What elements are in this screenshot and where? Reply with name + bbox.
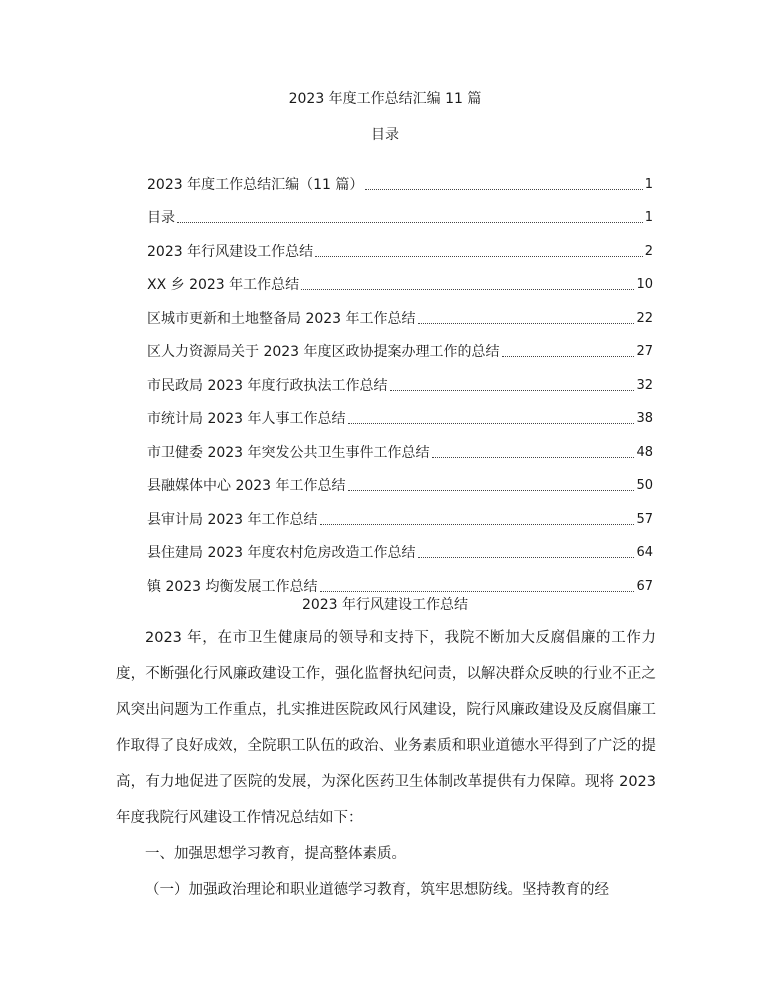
toc-heading: 目录 [371,127,399,143]
toc-entry-page: 10 [636,277,653,292]
body-paragraph: 2023 年，在市卫生健康局的领导和支持下，我院不断加大反腐倡廉的工作力度，不断强化行风廉政建设工作，强化监督执纪问责，以解决群众反映的行业不正之风突出问题为工作重点，扎实推进医院政风行风建设，院行风廉政建设及反腐倡廉工作取得了良好成效，全院职工队伍的政治、业务素质和职业道德水平得到了广泛的提高，有力地促进了医院的发展，为深化医药卫生体制改革提供有力保障。现将 2023 年度我院行风建设工作情况总结如下： [116,630,656,826]
toc-entry-title: 市统计局 2023 年人事工作总结 [147,411,346,427]
toc-leader-dots [315,255,643,257]
toc-entry-page: 2 [644,243,653,259]
toc-entry[interactable] [147,529,653,563]
toc-leader-dots [432,456,635,458]
toc-entry-title: 县审计局 2023 年工作总结 [147,511,318,528]
toc-leader-dots [348,422,635,424]
toc-entry[interactable] [147,428,653,462]
toc-entry[interactable] [147,361,653,395]
toc-entry-title: 县融媒体中心 2023 年工作总结 [147,478,346,494]
toc-leader-dots [418,322,635,324]
toc-entry-title: 目录 [147,210,175,226]
toc-entry[interactable] [147,194,653,228]
toc-entry-title: 镇 2023 均衡发展工作总结 [147,578,318,595]
toc-entry-page: 50 [636,478,653,493]
toc-leader-dots [365,188,642,190]
toc-entry-page: 48 [636,444,653,460]
toc-entry-page: 67 [636,578,653,594]
toc-entry[interactable] [147,227,653,261]
toc-entry-title: 区人力资源局关于 2023 年度区政协提案办理工作的总结 [147,344,500,360]
toc-entry-title: 2023 年行风建设工作总结 [147,243,314,260]
body-text [116,620,656,908]
toc-leader-dots [320,523,635,525]
toc-leader-dots [390,389,635,391]
table-of-contents [147,160,653,596]
toc-leader-dots [348,489,635,491]
toc-entry[interactable] [147,462,653,496]
toc-leader-dots [418,556,635,558]
toc-entry-page: 1 [644,210,653,225]
toc-entry[interactable] [147,160,653,194]
toc-entry[interactable] [147,495,653,529]
toc-entry[interactable] [147,261,653,295]
toc-leader-dots [177,221,643,223]
toc-entry-page: 38 [636,411,653,426]
toc-leader-dots [320,590,635,592]
section-title: 2023 年行风建设工作总结 [301,597,469,613]
toc-entry-page: 57 [636,511,653,527]
toc-entry-page: 64 [636,545,653,560]
toc-entry-title: 区城市更新和土地整备局 2023 年工作总结 [147,310,416,327]
toc-entry-page: 22 [636,310,653,326]
toc-entry-page: 32 [636,377,653,393]
toc-entry-title: 市民政局 2023 年度行政执法工作总结 [147,377,388,394]
toc-entry[interactable] [147,562,653,596]
toc-entry-title: 2023 年度工作总结汇编（11 篇） [147,176,364,193]
toc-entry-page: 1 [644,176,653,192]
toc-leader-dots [502,355,635,357]
body-paragraph: （一）加强政治理论和职业道德学习教育，筑牢思想防线。坚持教育的经 [145,882,609,898]
toc-entry[interactable] [147,395,653,429]
body-paragraph: 一、加强思想学习教育，提高整体素质。 [145,846,406,862]
toc-leader-dots [301,288,634,290]
toc-entry-page: 27 [636,344,653,359]
toc-entry-title: XX 乡 2023 年工作总结 [147,277,300,293]
toc-entry-title: 县住建局 2023 年度农村危房改造工作总结 [147,545,416,561]
toc-entry[interactable] [147,328,653,362]
toc-entry-title: 市卫健委 2023 年突发公共卫生事件工作总结 [147,444,430,461]
document-title: 2023 年度工作总结汇编 11 篇 [288,91,482,107]
toc-entry[interactable] [147,294,653,328]
